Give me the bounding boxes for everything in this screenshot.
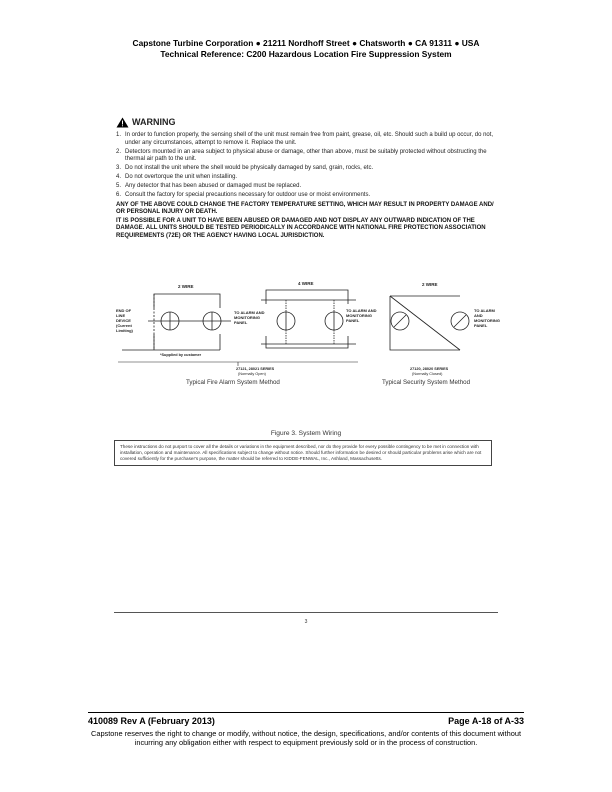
eol-line: LINE <box>116 313 126 318</box>
page-header <box>0 38 612 60</box>
eol-line: DEVICE <box>116 318 131 323</box>
item-number: 5. <box>116 183 122 190</box>
security-caption: Typical Security System Method <box>382 379 471 386</box>
header-company-line: Capstone Turbine Corporation ● 21211 Nordhoff Street ● Chatsworth ● CA 91311 ● USA <box>132 38 480 48</box>
alarm-line: AND <box>474 313 483 318</box>
four-wire-circuit <box>118 281 378 376</box>
warning-item <box>116 174 496 182</box>
two-wire-circuit <box>116 284 266 357</box>
normally-closed-series-label: 27120, 28020 SERIES <box>410 367 449 371</box>
normally-closed-sub-label: (Normally Closed) <box>412 372 443 376</box>
alarm-line: MONITORING <box>474 318 500 323</box>
item-number: 1. <box>116 132 122 138</box>
warning-item <box>116 149 496 164</box>
warning-item <box>116 183 496 191</box>
figure-caption: Figure 3. System Wiring <box>270 430 342 437</box>
alarm-panel-label <box>346 308 378 323</box>
page-number: Page A-18 of A-33 <box>448 716 524 726</box>
alarm-line: PANEL <box>234 320 248 325</box>
item-text: Do not install the unit where the shell would be physically damaged by sand, grain, rocks, etc. <box>125 165 374 172</box>
two-wire-right-label: 2 WIRE <box>422 282 438 287</box>
warning-triangle-icon <box>116 117 129 128</box>
warning-item <box>116 165 496 173</box>
eol-line: END OF <box>116 308 132 313</box>
notice-box: These instructions do not purport to cover all the details or variations in the equipment described, nor do they provide for every possible contingency to be met in connection with installation, operation and maintenance. All specifications subject to change without notice. Should further information be desired or should particular problems arise which are not covered sufficiently for the purchaser's purpose, the matter should be referred to KIDDE-FENWAL, Inc., Ashland, Massachusetts. <box>114 440 492 466</box>
four-wire-label: 4 WIRE <box>298 281 314 286</box>
footer-disclaimer: Capstone reserves the right to change or modify, without notice, the design, specifications, and/or contents of this document without incurring any obligation either with respect to equipment previously sold or in the process of construction. <box>91 729 521 747</box>
footer-row <box>88 716 524 726</box>
item-number: 2. <box>116 148 122 155</box>
warning-list <box>116 132 496 200</box>
warning-section <box>116 117 496 240</box>
eol-line: Limiting) <box>116 328 133 333</box>
alarm-line: TO ALARM AND <box>234 310 265 315</box>
footer-divider <box>88 712 524 713</box>
item-number: 6. <box>116 192 122 199</box>
normally-open-sub-label: (Normally Open) <box>238 372 266 376</box>
item-number: 4. <box>116 174 122 181</box>
alarm-panel-label <box>474 308 501 328</box>
fire-alarm-caption: Typical Fire Alarm System Method <box>186 379 280 386</box>
warning-title: WARNING <box>132 116 176 127</box>
item-text: In order to function properly, the sensing shell of the unit must remain free from paint, grease, oil, etc. Should such a build up occur, do not, under any circumstances, attempt to remove it. Replace the unit. <box>125 132 494 146</box>
warning-heading <box>116 117 496 128</box>
alarm-line: MONITORING <box>346 313 372 318</box>
warning-item <box>116 192 496 200</box>
two-wire-label: 2 WIRE <box>178 284 194 289</box>
security-circuit <box>390 282 501 376</box>
item-text: Detectors mounted in an area subject to physical abuse or damage, other than above, must be suitably protected without obstructing the thermal air path to the unit. <box>125 148 487 163</box>
item-text: Any detector that has been abused or damaged must be replaced. <box>125 183 302 190</box>
eol-line: (Current <box>116 323 132 328</box>
alarm-line: PANEL <box>474 323 488 328</box>
warning-item <box>116 132 496 147</box>
normally-open-series-label: 27121, 28021 SERIES <box>236 367 275 371</box>
inner-page-divider <box>114 612 498 613</box>
system-wiring-diagram <box>108 278 508 414</box>
item-text: Consult the factory for special precautions necessary for outdoor use or moist environments. <box>125 192 371 199</box>
item-number: 3. <box>116 165 122 172</box>
document-revision: 410089 Rev A (February 2013) <box>88 716 215 726</box>
alarm-line: MONITORING <box>234 315 260 320</box>
alarm-line: TO ALARM <box>474 308 495 313</box>
supplied-by-customer-note: *Supplied by customer <box>160 353 202 357</box>
alarm-line: TO ALARM AND <box>346 308 377 313</box>
warning-caps-statement-2: IT IS POSSIBLE FOR A UNIT TO HAVE BEEN ABUSED OR DAMAGED AND NOT DISPLAY ANY OUTWARD INDICATION OF THE DAMAGE. ALL UNITS SHOULD BE TESTED PERIODICALLY IN ACCORDANCE WITH NATIONAL FIRE PROTECTION ASSOCIATION REQUIREMENTS (72E) OR THE AGENCY HAVING LOCAL JURISDICTION. <box>116 218 486 239</box>
item-text: Do not overtorque the unit when installing. <box>125 174 238 181</box>
warning-caps-statement-1: ANY OF THE ABOVE COULD CHANGE THE FACTORY TEMPERATURE SETTING, WHICH MAY RESULT IN PROPERTY DAMAGE AND/ OR PERSONAL INJURY OR DEATH. <box>116 201 494 215</box>
alarm-line: PANEL <box>346 318 360 323</box>
header-title-line: Technical Reference: C200 Hazardous Location Fire Suppression System <box>160 49 452 59</box>
end-of-line-device-label <box>116 308 134 333</box>
alarm-panel-label <box>234 310 266 325</box>
inner-page-number: 3 <box>304 619 308 625</box>
